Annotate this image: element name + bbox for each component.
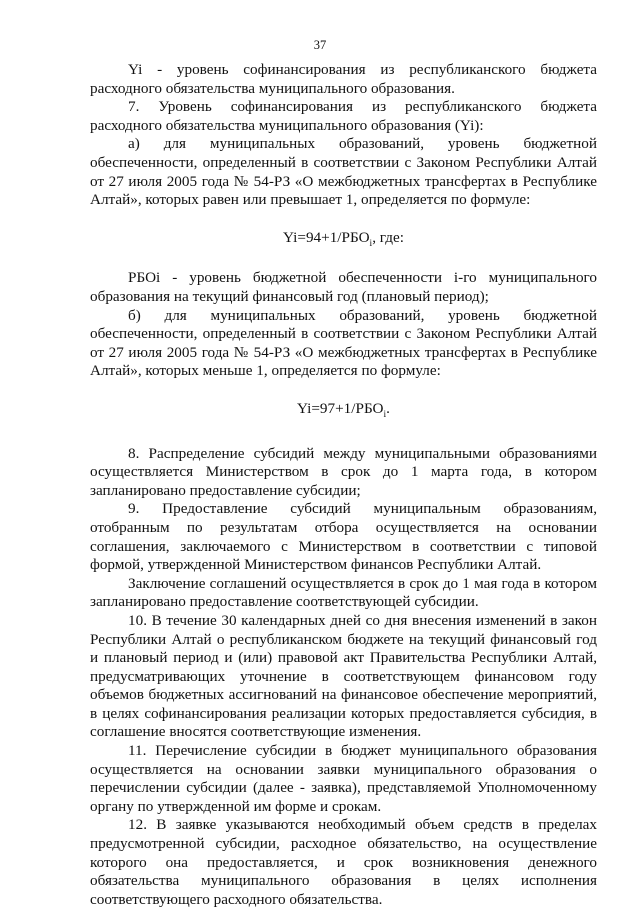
paragraph-7: 7. Уровень софинансирования из республиканского бюджета расходного обязательства муниципального образования (Yi): [90,98,597,134]
paragraph-10: 10. В течение 30 календарных дней со дня внесения изменений в закон Республики Алтай о республиканском бюджете на текущий финансовый год и плановый период и (или) правовой акт Правительства Республики Алтай, предусматривающих уточнение в соответствующем финансовом году объемов бюджетных ассигнований на финансовое обеспечение мероприятий, в целях софинансирования реализации которых предоставляется субсидия, в соглашение вносятся соответствующие изменения. [90,611,597,741]
paragraph-7b: б) для муниципальных образований, уровень бюджетной обеспеченности, определенный в соответствии с Законом Республики Алтай от 27 июля 2005 года № 54-РЗ «О межбюджетных трансфертах в Республике Алтай», которых меньше 1, определяется по формуле: [90,306,597,380]
paragraph-7a: а) для муниципальных образований, уровень бюджетной обеспеченности, определенный в соответствии с Законом Республики Алтай от 27 июля 2005 года № 54-РЗ «О межбюджетных трансфертах в Республике Алтай», которых равен или превышает 1, определяется по формуле: [90,135,597,209]
formula-1-tail: , где: [372,228,404,246]
formula-2-tail: . [386,399,390,417]
formula-2-main: Yi=97+1/РБО [297,399,384,417]
paragraph-9-agreement: Заключение соглашений осуществляется в срок до 1 мая года в котором запланировано предоставление соответствующей субсидии. [90,574,597,611]
formula-1 [90,229,597,254]
formula-2 [90,400,597,425]
paragraph-12: 12. В заявке указываются необходимый объем средств в пределах предусмотренной субсидии, расходное обязательство, на осуществление которого она предоставляется, и срок возникновения денежного обязательства муниципального образования в целях исполнения соответствующего расходного обязательства. [90,816,597,908]
document-body [90,61,597,909]
formula-2-subscript: i [383,409,387,420]
paragraph-rbo-definition: РБОi - уровень бюджетной обеспеченности i-го муниципального образования на текущий финансовый год (плановый период); [90,269,597,305]
paragraph-9: 9. Предоставление субсидий муниципальным образованиям, отобранным по результатам отбора осуществляется на основании соглашения, заключаемого с Министерством в соответствии с типовой формой, утвержденной Министерством финансов Республики Алтай. [90,500,597,574]
formula-1-subscript: i [369,238,373,249]
paragraph-yi-definition: Yi - уровень софинансирования из республиканского бюджета расходного обязательства муниципального образования. [90,61,597,97]
paragraph-8: 8. Распределение субсидий между муниципальными образованиями осуществляется Министерством в срок до 1 марта года, в котором запланировано предоставление субсидии; [90,444,597,499]
formula-1-main: Yi=94+1/РБО [283,228,370,246]
paragraph-11: 11. Перечисление субсидии в бюджет муниципального образования осуществляется на основании заявки муниципального образования о перечислении субсидии (далее - заявка), представляемой Уполномоченному органу по утвержденной им форме и срокам. [90,742,597,815]
page-number: 37 [313,38,327,52]
